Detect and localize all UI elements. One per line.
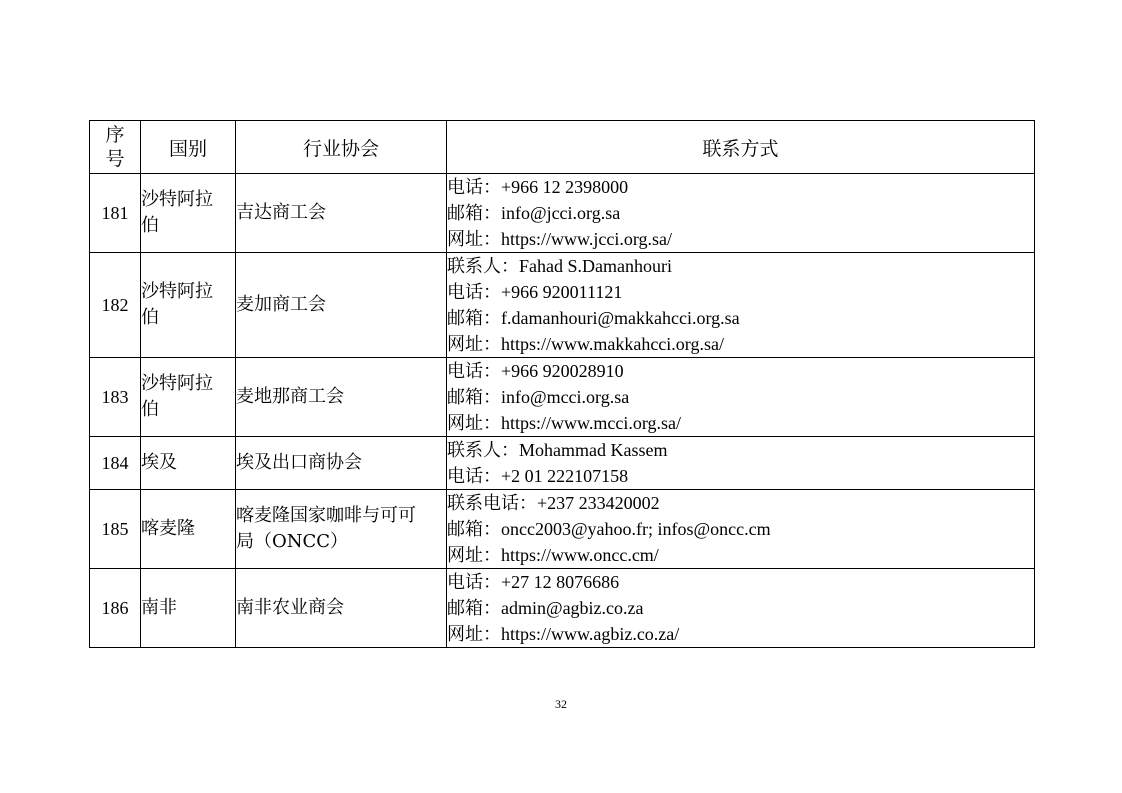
row-number: 184 (90, 437, 141, 490)
contact-line: 网址：https://www.agbiz.co.za/ (447, 624, 680, 644)
table-row (90, 569, 1035, 648)
row-contacts (447, 569, 1035, 648)
contact-line: 网址：https://www.oncc.cm/ (447, 545, 659, 565)
row-association: 麦加商工会 (236, 253, 447, 358)
header-row (90, 121, 1035, 174)
row-number: 181 (90, 174, 141, 253)
row-number: 183 (90, 358, 141, 437)
contact-line: 邮箱：info@mcci.org.sa (447, 387, 630, 407)
contact-line: 邮箱：admin@agbiz.co.za (447, 598, 644, 618)
table-row (90, 358, 1035, 437)
table-row (90, 174, 1035, 253)
row-association: 吉达商工会 (236, 174, 447, 253)
row-contacts (447, 358, 1035, 437)
table-row (90, 437, 1035, 490)
row-country: 南非 (141, 569, 236, 648)
contact-line: 电话：+27 12 8076686 (447, 572, 620, 592)
row-number: 186 (90, 569, 141, 648)
contact-line: 电话：+2 01 222107158 (447, 466, 629, 486)
contact-line: 网址：https://www.makkahcci.org.sa/ (447, 334, 724, 354)
row-country: 埃及 (141, 437, 236, 490)
row-country: 沙特阿拉伯 (141, 358, 236, 437)
row-association: 麦地那商工会 (236, 358, 447, 437)
header-contact: 联系方式 (447, 121, 1035, 174)
row-country: 沙特阿拉伯 (141, 174, 236, 253)
contact-line: 邮箱：info@jcci.org.sa (447, 203, 621, 223)
page-number: 32 (555, 697, 567, 711)
contact-line: 联系人：Fahad S.Damanhouri (447, 256, 672, 276)
contact-line: 电话：+966 920028910 (447, 361, 624, 381)
contact-line: 网址：https://www.jcci.org.sa/ (447, 229, 672, 249)
header-seq: 序号 (90, 121, 141, 174)
contact-line: 邮箱：oncc2003@yahoo.fr; infos@oncc.cm (447, 519, 771, 539)
row-contacts (447, 174, 1035, 253)
row-association: 埃及出口商协会 (236, 437, 447, 490)
row-association: 喀麦隆国家咖啡与可可局（ONCC） (236, 490, 447, 569)
table-row (90, 253, 1035, 358)
contact-line: 电话：+966 12 2398000 (447, 177, 629, 197)
contact-line: 联系电话：+237 233420002 (447, 493, 660, 513)
contacts-table (89, 120, 1035, 648)
contact-line: 电话：+966 920011121 (447, 282, 623, 302)
contact-line: 邮箱：f.damanhouri@makkahcci.org.sa (447, 308, 740, 328)
row-number: 185 (90, 490, 141, 569)
row-contacts (447, 253, 1035, 358)
contact-line: 网址：https://www.mcci.org.sa/ (447, 413, 681, 433)
row-number: 182 (90, 253, 141, 358)
table-row (90, 490, 1035, 569)
row-association: 南非农业商会 (236, 569, 447, 648)
row-country: 喀麦隆 (141, 490, 236, 569)
contact-line: 联系人：Mohammad Kassem (447, 440, 668, 460)
row-contacts (447, 437, 1035, 490)
row-contacts (447, 490, 1035, 569)
header-country: 国别 (141, 121, 236, 174)
row-country: 沙特阿拉伯 (141, 253, 236, 358)
header-association: 行业协会 (236, 121, 447, 174)
